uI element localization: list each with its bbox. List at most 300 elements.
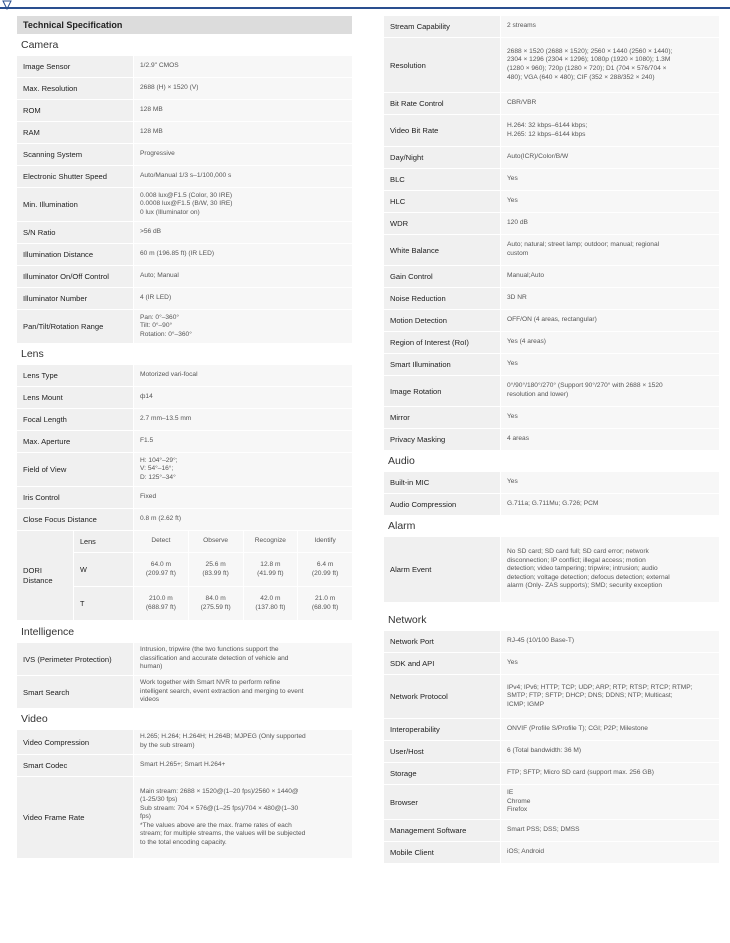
spec-label: Privacy Masking <box>384 429 500 451</box>
spec-value-line: H.264: 32 kbps–6144 kbps; <box>507 121 588 129</box>
spec-value-line: 0.008 lux@F1.5 (Color, 30 IRE) <box>140 191 233 199</box>
spec-value-line: Tilt: 0°–90° <box>140 322 173 330</box>
spec-value-line: SMTP; FTP; SFTP; DHCP; DNS; DDNS; NTP; Multicast; <box>507 692 673 700</box>
section-heading: Lens <box>17 344 352 365</box>
spec-value-line: (1-25/30 fps) <box>140 796 178 804</box>
section-row <box>384 451 719 472</box>
spec-value-line: Manual;Auto <box>507 272 545 280</box>
spec-table-right <box>384 16 719 864</box>
spec-value-line: F1.5 <box>140 437 154 445</box>
spec-value <box>500 147 719 169</box>
spec-label: Electronic Shutter Speed <box>17 166 133 188</box>
dori-value <box>133 553 188 587</box>
spec-value <box>500 310 719 332</box>
dori-header-row <box>17 531 352 553</box>
spec-value <box>500 169 719 191</box>
spec-value <box>133 166 352 188</box>
section-row <box>17 709 352 730</box>
spec-row-region-of-interest-roi <box>384 332 719 354</box>
spec-label: Gain Control <box>384 266 500 288</box>
spec-value <box>133 288 352 310</box>
spec-value <box>133 387 352 409</box>
spec-value <box>133 266 352 288</box>
spec-value-line: Sub stream: 704 × 576@(1–25 fps)/704 × 480@(1–30 <box>140 804 299 812</box>
dori-value-line: 64.0 m <box>150 560 171 568</box>
spec-value <box>133 100 352 122</box>
spec-label: Resolution <box>384 38 500 93</box>
spec-value <box>133 676 352 709</box>
spec-value-line: (1280 × 960); 720p (1280 × 720); D1 (704 × 576/704 × <box>507 65 667 72</box>
spec-value <box>500 407 719 429</box>
spec-row-audio-compression <box>384 494 719 516</box>
page-title: Technical Specification <box>17 16 352 35</box>
spec-value-line: 4 (IR LED) <box>140 294 172 302</box>
spec-value-line: disconnection; IP conflict; illegal access; motion <box>507 556 646 564</box>
spec-value-line: 2688 × 1520 (2688 × 1520); 2560 × 1440 (2560 × 1440); <box>507 47 673 55</box>
spec-row-max-aperture <box>17 431 352 453</box>
dori-value-line: (20.99 ft) <box>311 569 339 577</box>
spec-value-line: 2304 × 1296 (2304 × 1296); 1080p (1920 × 1080); 1.3M <box>507 56 671 64</box>
spec-row-resolution <box>384 38 719 93</box>
spec-label: Interoperability <box>384 719 500 741</box>
spec-value-line: fps) <box>140 813 151 821</box>
spec-label: S/N Ratio <box>17 222 133 244</box>
spec-row-mobile-client <box>384 842 719 864</box>
spec-row-noise-reduction <box>384 288 719 310</box>
spec-value <box>500 719 719 741</box>
spec-label: BLC <box>384 169 500 191</box>
spec-label: Audio Compression <box>384 494 500 516</box>
spec-label: Mirror <box>384 407 500 429</box>
section-row <box>17 35 352 56</box>
spec-row-max-resolution <box>17 78 352 100</box>
spec-value <box>500 494 719 516</box>
spec-value <box>133 122 352 144</box>
spec-label: Min. Illumination <box>17 188 133 222</box>
spec-row-illuminator-number <box>17 288 352 310</box>
spec-value-line: 128 MB <box>140 106 163 114</box>
spec-value <box>500 288 719 310</box>
spec-label: Alarm Event <box>384 537 500 603</box>
spec-row-network-protocol <box>384 675 719 719</box>
spec-row-electronic-shutter-speed <box>17 166 352 188</box>
spec-value-line: Yes (4 areas) <box>507 338 546 346</box>
dori-label: DORI Distance <box>17 531 73 621</box>
spec-value-line: Yes <box>507 659 518 667</box>
spec-value-line: Work together with Smart NVR to perform refine <box>140 679 281 687</box>
spec-label: Mobile Client <box>384 842 500 864</box>
spec-value-line: 2688 (H) × 1520 (V) <box>140 84 199 92</box>
spec-value-line: V: 54°–16°; <box>140 465 174 473</box>
spec-value <box>500 820 719 842</box>
spec-value <box>133 755 352 777</box>
spec-label: Day/Night <box>384 147 500 169</box>
dori-value-line: 12.8 m <box>260 560 281 568</box>
dori-header-detect: Detect <box>133 531 188 553</box>
spec-value <box>133 78 352 100</box>
spec-value-line: Main stream: 2688 × 1520@(1–20 fps)/2560 × 1440@ <box>140 787 299 795</box>
spec-value-line: resolution and lower) <box>507 391 569 398</box>
spec-row-illumination-distance <box>17 244 352 266</box>
spec-label: Focal Length <box>17 409 133 431</box>
dori-value <box>188 553 243 587</box>
spec-value <box>133 643 352 676</box>
spec-label: Max. Resolution <box>17 78 133 100</box>
dori-value-line: (83.99 ft) <box>202 569 229 577</box>
spec-value <box>500 115 719 147</box>
spec-value-line: 1/2.9" CMOS <box>140 62 179 70</box>
dori-value <box>297 587 352 621</box>
dori-value-line: (41.99 ft) <box>257 569 284 577</box>
spec-value-line: to the total encoding capacity. <box>140 838 227 846</box>
section-row <box>17 622 352 643</box>
spec-value-line: 6 (Total bandwidth: 36 M) <box>507 747 582 755</box>
spec-value-line: >56 dB <box>140 228 162 236</box>
spec-label: Noise Reduction <box>384 288 500 310</box>
spec-value-line: Yes <box>507 360 518 368</box>
spec-row-sdk-and-api <box>384 653 719 675</box>
spec-value-line: Smart H.265+; Smart H.264+ <box>140 761 226 769</box>
section-row <box>384 610 719 631</box>
section-row <box>384 516 719 537</box>
spec-row-hlc <box>384 191 719 213</box>
spec-value <box>133 310 352 344</box>
spec-value-line: Intrusion, tripwire (the two functions support the <box>140 646 279 654</box>
dori-value-line: (688.97 ft) <box>145 603 176 611</box>
spec-row-white-balance <box>384 235 719 266</box>
spec-value-line: Progressive <box>140 150 175 158</box>
spec-row-user-host <box>384 741 719 763</box>
spec-value-line: *The values above are the max. frame rates of each <box>140 821 292 829</box>
spec-value <box>500 191 719 213</box>
section-heading: Intelligence <box>17 622 352 643</box>
spec-row-interoperability <box>384 719 719 741</box>
dori-value-line: (137.80 ft) <box>255 603 286 611</box>
spec-value-line: classification and accurate detection of vehicle and <box>140 654 289 662</box>
spec-row-s-n-ratio <box>17 222 352 244</box>
spec-value <box>500 235 719 266</box>
spec-row-image-rotation <box>384 376 719 407</box>
dori-value-line: 6.4 m <box>316 560 334 568</box>
spec-value-line: alarm (Only- ZAS supports); SMD; security exception <box>507 582 662 590</box>
spec-label: Motion Detection <box>384 310 500 332</box>
spec-value-line: Rotation: 0°–360° <box>140 330 192 338</box>
header-rule <box>0 7 730 9</box>
dori-value-line: 21.0 m <box>315 594 336 602</box>
spec-label: ROM <box>17 100 133 122</box>
spec-value-line: Yes <box>507 478 518 486</box>
spec-label: HLC <box>384 191 500 213</box>
spec-row-smart-illumination <box>384 354 719 376</box>
dori-header-observe: Observe <box>188 531 243 553</box>
spec-row-built-in-mic <box>384 472 719 494</box>
spec-label: Field of View <box>17 453 133 487</box>
spec-value-line: ONVIF (Profile S/Profile T); CGI; P2P; Milestone <box>507 725 648 733</box>
spec-value-line: D: 125°–34° <box>140 473 176 481</box>
spec-label: Illuminator On/Off Control <box>17 266 133 288</box>
spec-label: User/Host <box>384 741 500 763</box>
logo-mark-icon <box>2 0 12 10</box>
spec-value <box>133 453 352 487</box>
spec-value-line: 2.7 mm–13.5 mm <box>140 415 192 423</box>
spec-value <box>133 487 352 509</box>
spec-row-gain-control <box>384 266 719 288</box>
spec-label: Network Protocol <box>384 675 500 719</box>
spec-value <box>500 16 719 38</box>
spec-value-line: Fixed <box>140 493 157 501</box>
spec-value <box>500 472 719 494</box>
spec-value <box>500 429 719 451</box>
spec-table-left <box>17 16 352 859</box>
spec-label: Video Compression <box>17 730 133 755</box>
spec-row-smart-search <box>17 676 352 709</box>
dori-value-line: (275.59 ft) <box>200 603 231 611</box>
spec-value-line: by the sub stream) <box>140 742 195 749</box>
spec-label: Image Sensor <box>17 56 133 78</box>
spec-row-motion-detection <box>384 310 719 332</box>
dori-table <box>17 531 352 621</box>
dori-value <box>243 553 298 587</box>
spec-row-lens-type <box>17 365 352 387</box>
spec-label: Lens Type <box>17 365 133 387</box>
spec-value-line: detection; video tampering; tripwire; intrusion; audio <box>507 565 658 573</box>
section-heading: Video <box>17 709 352 730</box>
spec-value-line: stream; for multiple streams, the values will be subjected <box>140 830 306 838</box>
spec-value-line: iOS; Android <box>507 848 545 856</box>
spec-value-line: 2 streams <box>507 22 536 30</box>
section-row <box>17 344 352 365</box>
spec-value <box>500 653 719 675</box>
spec-value-line: 120 dB <box>507 219 528 227</box>
spec-row-image-sensor <box>17 56 352 78</box>
spec-value <box>133 730 352 755</box>
spec-value-line: 0.0008 lux@F1.5 (B/W, 30 IRE) <box>140 200 233 208</box>
dori-value <box>297 553 352 587</box>
spec-row-browser <box>384 785 719 820</box>
spec-label: WDR <box>384 213 500 235</box>
spec-value-line: 128 MB <box>140 128 163 136</box>
dori-value-line: 25.6 m <box>205 560 226 568</box>
spec-label: Bit Rate Control <box>384 93 500 115</box>
section-heading: Audio <box>384 451 719 472</box>
spec-value <box>500 266 719 288</box>
spec-value-line: 3D NR <box>507 294 527 302</box>
spec-value-line: Auto; Manual <box>140 272 179 280</box>
spec-row-focal-length <box>17 409 352 431</box>
spec-value-line: H.265: 12 kbps–6144 kbps <box>507 130 586 138</box>
spec-value-line: detection; voltage detection; defocus detection; external <box>507 573 670 581</box>
spec-label: Storage <box>384 763 500 785</box>
dori-value <box>133 587 188 621</box>
spec-value-line: IE <box>507 789 514 797</box>
spec-label: Image Rotation <box>384 376 500 407</box>
spec-row-lens-mount <box>17 387 352 409</box>
spec-value <box>500 675 719 719</box>
dori-cell <box>17 531 352 622</box>
spec-label: Max. Aperture <box>17 431 133 453</box>
dori-value-line: (209.97 ft) <box>145 569 176 577</box>
spec-label: Pan/Tilt/Rotation Range <box>17 310 133 344</box>
spec-value-line: intelligent search, event extraction and merging to event <box>140 687 304 695</box>
spec-value <box>500 332 719 354</box>
spec-value-line: Yes <box>507 197 518 205</box>
spec-value <box>500 741 719 763</box>
spec-value <box>500 785 719 820</box>
spec-value-line: CBR/VBR <box>507 99 537 107</box>
spec-label: Video Bit Rate <box>384 115 500 147</box>
spec-label: Close Focus Distance <box>17 509 133 531</box>
spec-column-left <box>17 16 352 859</box>
spec-label: Region of Interest (RoI) <box>384 332 500 354</box>
spec-row-privacy-masking <box>384 429 719 451</box>
spec-value <box>133 56 352 78</box>
dori-header-recognize: Recognize <box>243 531 298 553</box>
spec-value-line: ф14 <box>140 393 153 401</box>
spec-value <box>500 93 719 115</box>
spec-value <box>133 777 352 859</box>
dori-value-line: 84.0 m <box>205 594 226 602</box>
spec-value-line: Auto(ICR)/Color/B/W <box>507 153 569 161</box>
dori-value-line: 210.0 m <box>148 594 173 602</box>
spec-label: IVS (Perimeter Protection) <box>17 643 133 676</box>
spec-label: Stream Capability <box>384 16 500 38</box>
spec-row-scanning-system <box>17 144 352 166</box>
spec-row-bit-rate-control <box>384 93 719 115</box>
spec-value-line: No SD card; SD card full; SD card error; network <box>507 548 649 556</box>
spec-value-line: FTP; SFTP; Micro SD card (support max. 256 GB) <box>507 769 654 777</box>
spec-value <box>133 144 352 166</box>
spec-label: Illumination Distance <box>17 244 133 266</box>
dori-value <box>243 587 298 621</box>
spec-value <box>500 842 719 864</box>
dori-header-identify: Identify <box>297 531 352 553</box>
spec-value-line: Auto; natural; street lamp; outdoor; manual; regional <box>507 241 660 249</box>
spec-label: SDK and API <box>384 653 500 675</box>
spec-value-line: OFF/ON (4 areas, rectangular) <box>507 316 597 324</box>
spec-value <box>500 376 719 407</box>
spec-value-line: H.265; H.264; H.264H; H.264B; MJPEG (Only supported <box>140 733 306 741</box>
spec-value-line: 480); VGA (640 × 480); CIF (352 × 288/352 × 240) <box>507 73 655 81</box>
spec-value <box>500 537 719 603</box>
spec-value <box>133 365 352 387</box>
spec-value-line: 60 m (196.85 ft) (IR LED) <box>140 250 215 258</box>
spacer-row <box>384 603 719 610</box>
spec-title-row <box>17 16 352 35</box>
spec-value-line: custom <box>507 250 529 257</box>
spec-label: Network Port <box>384 631 500 653</box>
spec-value-line: Yes <box>507 175 518 183</box>
spec-value-line: G.711a; G.711Mu; G.726; PCM <box>507 500 599 508</box>
spec-value <box>500 213 719 235</box>
spec-row-mirror <box>384 407 719 429</box>
spec-value <box>133 188 352 222</box>
spec-label: Smart Codec <box>17 755 133 777</box>
spec-value <box>133 509 352 531</box>
spec-value-line: RJ-45 (10/100 Base-T) <box>507 637 575 645</box>
spec-label: Browser <box>384 785 500 820</box>
spec-row-ram <box>17 122 352 144</box>
spec-value <box>500 763 719 785</box>
spec-row-video-frame-rate <box>17 777 352 859</box>
spec-value-line: Pan: 0°–360° <box>140 313 180 321</box>
spec-value-line: Auto/Manual 1/3 s–1/100,000 s <box>140 172 232 180</box>
spec-row-iris-control <box>17 487 352 509</box>
spec-label: Illuminator Number <box>17 288 133 310</box>
spec-row-smart-codec <box>17 755 352 777</box>
spec-value-line: 0 lux (Illuminator on) <box>140 208 200 216</box>
spacer <box>384 603 719 610</box>
spec-label: Lens Mount <box>17 387 133 409</box>
spec-value <box>500 38 719 93</box>
spec-value-line: Yes <box>507 413 518 421</box>
spec-column-right <box>384 16 719 864</box>
spec-row-illuminator-on-off-control <box>17 266 352 288</box>
spec-label: White Balance <box>384 235 500 266</box>
spec-value-line: IPv4; IPv6; HTTP; TCP; UDP; ARP; RTP; RTSP; RTCP; RTMP; <box>507 683 693 691</box>
spec-row-network-port <box>384 631 719 653</box>
spec-row-stream-capability <box>384 16 719 38</box>
spec-label: Iris Control <box>17 487 133 509</box>
spec-row-alarm-event <box>384 537 719 603</box>
spec-row-management-software <box>384 820 719 842</box>
spec-row-min-illumination <box>17 188 352 222</box>
section-heading: Alarm <box>384 516 719 537</box>
spec-label: Management Software <box>384 820 500 842</box>
spec-row-video-compression <box>17 730 352 755</box>
spec-row-pan-tilt-rotation-range <box>17 310 352 344</box>
spec-label: Smart Illumination <box>384 354 500 376</box>
spec-value-line: videos <box>140 696 160 704</box>
spec-row-ivs-perimeter-protection <box>17 643 352 676</box>
spec-value-line: Motorized vari-focal <box>140 371 198 379</box>
spec-row-field-of-view <box>17 453 352 487</box>
dori-header-lens: Lens <box>73 531 133 553</box>
spec-row-video-bit-rate <box>384 115 719 147</box>
spec-value <box>133 244 352 266</box>
spec-value-line: 4 areas <box>507 435 529 443</box>
spec-label: Built-in MIC <box>384 472 500 494</box>
spec-value <box>133 409 352 431</box>
spec-value-line: 0°/90°/180°/270° (Support 90°/270° with 2688 × 1520 <box>507 382 663 390</box>
section-heading: Camera <box>17 35 352 56</box>
spec-value-line: Smart PSS; DSS; DMSS <box>507 826 580 834</box>
spec-value-line: 0.8 m (2.62 ft) <box>140 515 182 523</box>
spec-value <box>500 631 719 653</box>
spec-value-line: H: 104°–29°; <box>140 456 178 464</box>
spec-value <box>133 222 352 244</box>
dori-value-line: (68.90 ft) <box>311 603 339 611</box>
section-heading: Network <box>384 610 719 631</box>
spec-row-wdr <box>384 213 719 235</box>
spec-label: Video Frame Rate <box>17 777 133 859</box>
spec-row-rom <box>17 100 352 122</box>
dori-value-line: 42.0 m <box>260 594 281 602</box>
dori-row <box>17 531 352 622</box>
dori-value <box>188 587 243 621</box>
spec-row-day-night <box>384 147 719 169</box>
spec-value <box>500 354 719 376</box>
spec-value-line: ICMP; IGMP <box>507 700 544 708</box>
spec-label: Scanning System <box>17 144 133 166</box>
spec-label: Smart Search <box>17 676 133 709</box>
dori-lens: W <box>73 553 133 587</box>
spec-value-line: Firefox <box>507 806 528 814</box>
spec-row-close-focus-distance <box>17 509 352 531</box>
spec-value-line: Chrome <box>507 797 531 805</box>
dori-lens: T <box>73 587 133 621</box>
spec-value <box>133 431 352 453</box>
spec-row-blc <box>384 169 719 191</box>
